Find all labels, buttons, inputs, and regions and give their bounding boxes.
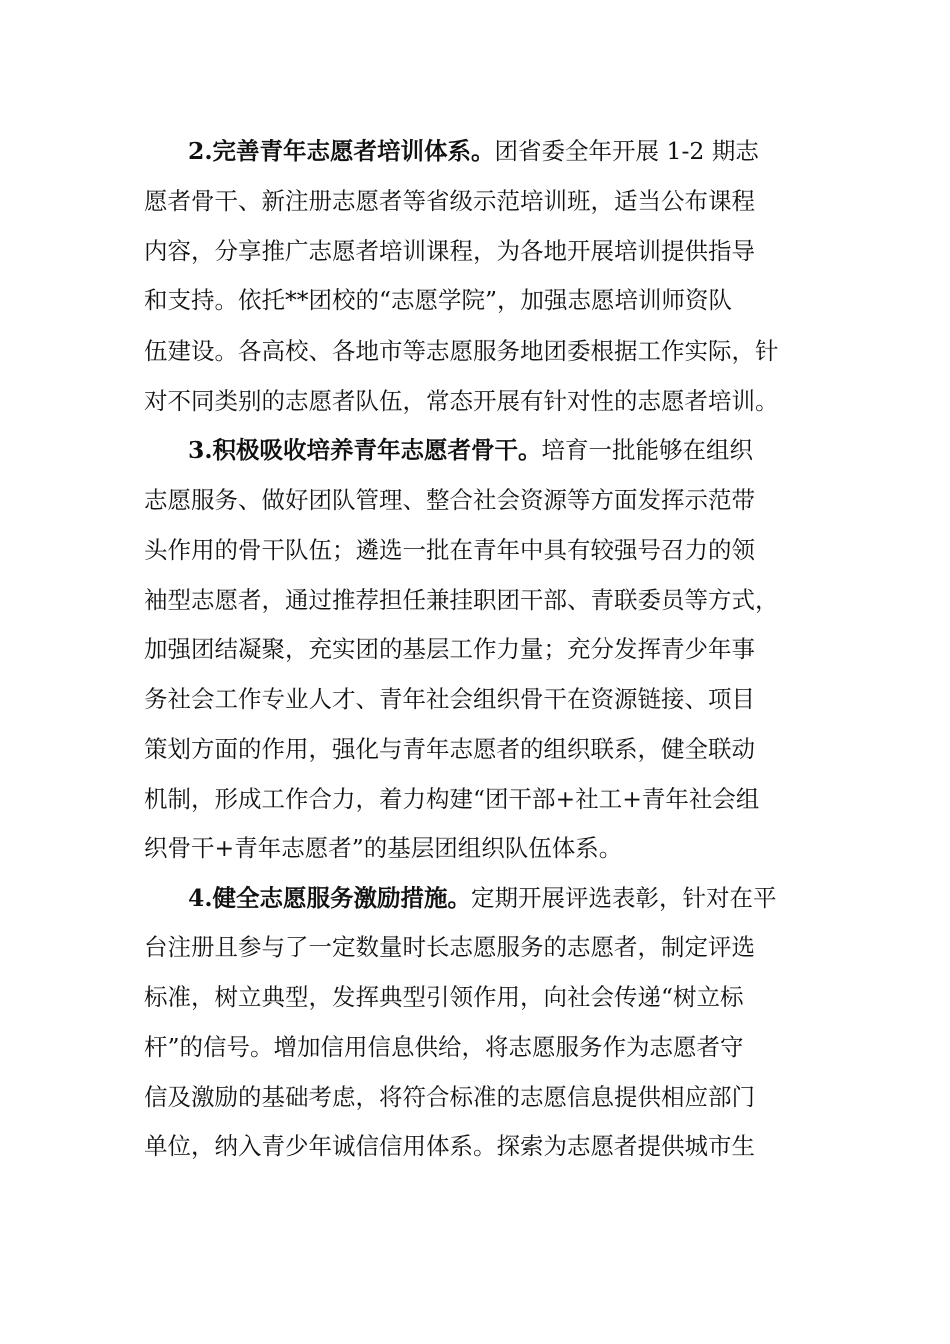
paragraph-2-text: 团省委全年开展 1-2 期志 [494, 137, 759, 165]
paragraph-2-line-6: 对不同类别的志愿者队伍，常态开展有针对性的志愿者培训。 [144, 387, 779, 415]
paragraph-2-line-4: 和支持。依托**团校的“志愿学院”，加强志愿培训师资队 [144, 286, 733, 314]
paragraph-4-line-3: 标准，树立典型，发挥典型引领作用，向社会传递“树立标 [144, 983, 744, 1011]
paragraph-4-line-2: 台注册且参与了一定数量时长志愿服务的志愿者，制定评选 [144, 933, 755, 961]
paragraph-2-line-1 [188, 125, 759, 177]
paragraph-2-heading: 2.完善青年志愿者培训体系。 [188, 137, 495, 165]
paragraph-3-line-1 [188, 424, 753, 476]
paragraph-2-line-5: 伍建设。各高校、各地市等志愿服务地团委根据工作实际，针 [144, 337, 779, 365]
paragraph-4-text: 定期开展评选表彰，针对在平 [471, 884, 777, 912]
paragraph-3-line-7: 策划方面的作用，强化与青年志愿者的组织联系，健全联动 [144, 735, 755, 763]
paragraph-3-line-9: 织骨干+青年志愿者”的基层团组织队伍体系。 [144, 834, 623, 862]
paragraph-3-line-5: 加强团结凝聚，充实团的基层工作力量；充分发挥青少年事 [144, 635, 755, 663]
paragraph-3-line-6: 务社会工作专业人才、青年社会组织骨干在资源链接、项目 [144, 685, 755, 713]
paragraph-4-heading: 4.健全志愿服务激励措施。 [188, 884, 472, 912]
paragraph-3-line-2: 志愿服务、做好团队管理、整合社会资源等方面发挥示范带 [144, 486, 755, 514]
paragraph-4-line-4: 杆”的信号。增加信用信息供给，将志愿服务作为志愿者守 [144, 1033, 744, 1061]
paragraph-4-line-6: 单位，纳入青少年诚信信用体系。探索为志愿者提供城市生 [144, 1132, 755, 1160]
paragraph-4-line-5: 信及激励的基础考虑，将符合标准的志愿信息提供相应部门 [144, 1083, 755, 1111]
paragraph-3-heading: 3.积极吸收培养青年志愿者骨干。 [188, 436, 542, 464]
paragraph-2-line-3: 内容，分享推广志愿者培训课程，为各地开展培训提供指导 [144, 237, 755, 265]
paragraph-2-line-2: 愿者骨干、新注册志愿者等省级示范培训班，适当公布课程 [144, 187, 755, 215]
paragraph-3-line-8: 机制，形成工作合力，着力构建“团干部+社工+青年社会组 [144, 785, 760, 813]
paragraph-3-text: 培育一批能够在组织 [541, 436, 754, 464]
paragraph-3-line-3: 头作用的骨干队伍；遴选一批在青年中具有较强号召力的领 [144, 536, 755, 564]
paragraph-3-line-4: 袖型志愿者，通过推荐担任兼挂职团干部、青联委员等方式， [144, 586, 779, 614]
paragraph-4-line-1 [188, 872, 777, 924]
